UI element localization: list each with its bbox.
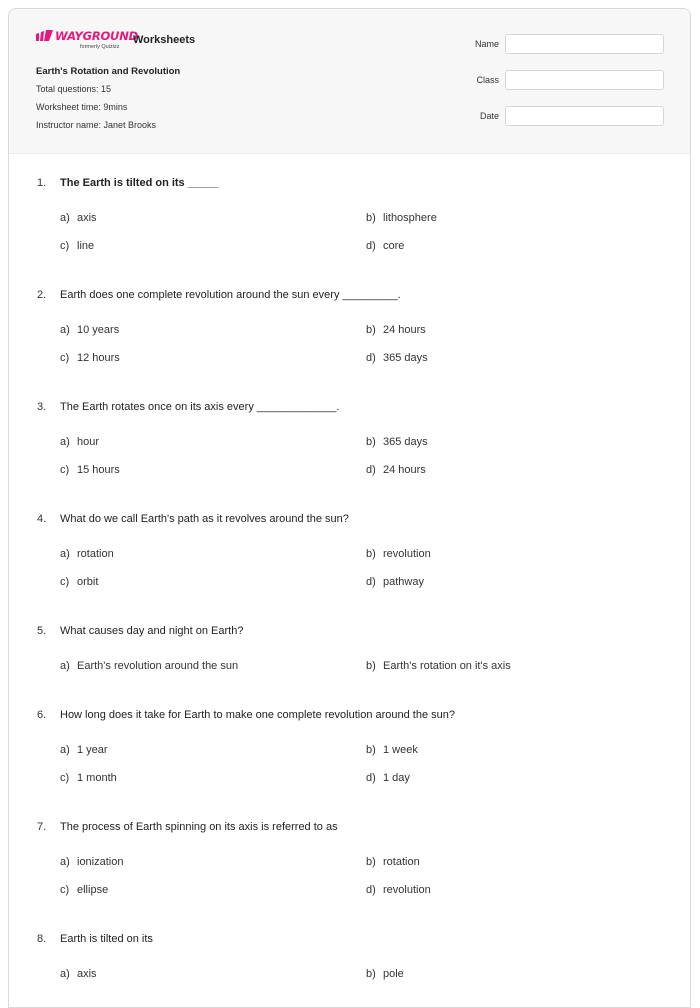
question-text: How long does it take for Earth to make one complete revolution around the sun? xyxy=(60,709,456,721)
question-text: The process of Earth spinning on its axis is referred to as xyxy=(60,821,338,833)
question-number: 6. xyxy=(37,709,47,721)
worksheet-header xyxy=(9,9,690,154)
wayground-mark-icon xyxy=(36,30,54,41)
option-letter: b) xyxy=(366,436,376,448)
option-text: 365 days xyxy=(383,436,428,448)
option-text: pole xyxy=(383,968,404,980)
question-text: What causes day and night on Earth? xyxy=(60,625,244,637)
question-number: 2. xyxy=(37,289,47,301)
option-a[interactable] xyxy=(60,212,97,224)
option-d[interactable] xyxy=(366,352,428,364)
option-a[interactable] xyxy=(60,744,108,756)
option-text: Earth's revolution around the sun xyxy=(77,660,239,672)
option-text: 12 hours xyxy=(77,352,120,364)
option-text: rotation xyxy=(77,548,114,560)
instructor-name: Instructor name: Janet Brooks xyxy=(36,120,157,130)
option-b[interactable] xyxy=(366,856,420,868)
option-text: hour xyxy=(77,436,100,448)
option-letter: b) xyxy=(366,212,376,224)
option-letter: a) xyxy=(60,212,70,224)
question-number: 7. xyxy=(37,821,47,833)
option-letter: c) xyxy=(60,240,70,252)
option-c[interactable] xyxy=(60,576,98,588)
option-text: axis xyxy=(77,968,97,980)
question-text: Earth is tilted on its xyxy=(60,933,153,945)
question-number: 3. xyxy=(37,401,47,413)
option-letter: a) xyxy=(60,548,70,560)
option-text: 15 hours xyxy=(77,464,120,476)
option-letter: b) xyxy=(366,660,376,672)
option-letter: b) xyxy=(366,856,376,868)
option-text: lithosphere xyxy=(383,212,437,224)
option-letter: d) xyxy=(366,240,376,252)
option-letter: b) xyxy=(366,968,376,980)
option-c[interactable] xyxy=(60,464,120,476)
option-c[interactable] xyxy=(60,352,120,364)
option-b[interactable] xyxy=(366,212,437,224)
product-title: Worksheets xyxy=(133,34,196,46)
option-text: ellipse xyxy=(77,884,109,896)
date-field[interactable] xyxy=(505,106,664,126)
option-b[interactable] xyxy=(366,744,418,756)
option-letter: a) xyxy=(60,968,70,980)
option-d[interactable] xyxy=(366,576,424,588)
option-b[interactable] xyxy=(366,436,428,448)
option-letter: c) xyxy=(60,884,70,896)
option-text: revolution xyxy=(383,548,431,560)
option-c[interactable] xyxy=(60,772,117,784)
option-text: 1 month xyxy=(77,772,117,784)
option-b[interactable] xyxy=(366,968,404,980)
total-questions: Total questions: 15 xyxy=(36,84,112,94)
option-b[interactable] xyxy=(366,660,511,672)
option-text: axis xyxy=(77,212,97,224)
question-text: Earth does one complete revolution around the sun every _________. xyxy=(60,289,401,301)
option-letter: d) xyxy=(366,464,376,476)
option-c[interactable] xyxy=(60,240,94,252)
option-letter: c) xyxy=(60,772,70,784)
option-letter: a) xyxy=(60,856,70,868)
option-b[interactable] xyxy=(366,324,426,336)
option-text: orbit xyxy=(77,576,99,588)
option-letter: c) xyxy=(60,576,70,588)
option-letter: d) xyxy=(366,884,376,896)
option-letter: b) xyxy=(366,548,376,560)
question-text: The Earth rotates once on its axis every _____________. xyxy=(60,401,340,413)
question-text: The Earth is tilted on its _____ xyxy=(60,177,219,189)
option-text: rotation xyxy=(383,856,420,868)
option-a[interactable] xyxy=(60,968,97,980)
option-text: 10 years xyxy=(77,324,120,336)
option-letter: c) xyxy=(60,352,70,364)
option-letter: d) xyxy=(366,772,376,784)
option-b[interactable] xyxy=(366,548,431,560)
option-letter: c) xyxy=(60,464,70,476)
option-text: revolution xyxy=(383,884,431,896)
option-letter: b) xyxy=(366,744,376,756)
option-d[interactable] xyxy=(366,884,431,896)
date-label: Date xyxy=(479,111,499,121)
option-letter: a) xyxy=(60,744,70,756)
option-text: core xyxy=(383,240,405,252)
option-text: pathway xyxy=(383,576,424,588)
option-letter: d) xyxy=(366,352,376,364)
option-text: 365 days xyxy=(383,352,428,364)
question-text: What do we call Earth's path as it revolves around the sun? xyxy=(60,513,349,525)
option-text: Earth's rotation on it's axis xyxy=(383,660,511,672)
question-number: 1. xyxy=(37,177,47,189)
worksheet-time: Worksheet time: 9mins xyxy=(36,102,128,112)
option-letter: d) xyxy=(366,576,376,588)
option-a[interactable] xyxy=(60,436,99,448)
option-d[interactable] xyxy=(366,772,410,784)
worksheet-title: Earth's Rotation and Revolution xyxy=(36,66,181,77)
wayground-logo xyxy=(36,29,138,53)
option-text: ionization xyxy=(77,856,124,868)
option-text: 1 week xyxy=(383,744,418,756)
option-text: 1 day xyxy=(383,772,410,784)
brand-name: WAYGROUND xyxy=(55,29,138,43)
option-a[interactable] xyxy=(60,324,119,336)
option-d[interactable] xyxy=(366,464,426,476)
option-text: line xyxy=(77,240,95,252)
question-number: 5. xyxy=(37,625,47,637)
option-a[interactable] xyxy=(60,548,114,560)
option-d[interactable] xyxy=(366,240,404,252)
option-letter: b) xyxy=(366,324,376,336)
option-c[interactable] xyxy=(60,884,108,896)
option-text: 1 year xyxy=(77,744,108,756)
class-label: Class xyxy=(476,75,499,85)
option-a[interactable] xyxy=(60,856,123,868)
option-letter: a) xyxy=(60,324,70,336)
brand-subtitle: formerly Quizizz xyxy=(80,44,120,50)
option-letter: a) xyxy=(60,660,70,672)
option-text: 24 hours xyxy=(383,464,426,476)
option-letter: a) xyxy=(60,436,70,448)
option-text: 24 hours xyxy=(383,324,426,336)
class-field[interactable] xyxy=(505,70,664,90)
name-field[interactable] xyxy=(505,34,664,54)
worksheet-card xyxy=(8,8,691,1008)
name-label: Name xyxy=(474,39,499,49)
question-number: 8. xyxy=(37,933,47,945)
option-a[interactable] xyxy=(60,660,238,672)
question-number: 4. xyxy=(37,513,47,525)
